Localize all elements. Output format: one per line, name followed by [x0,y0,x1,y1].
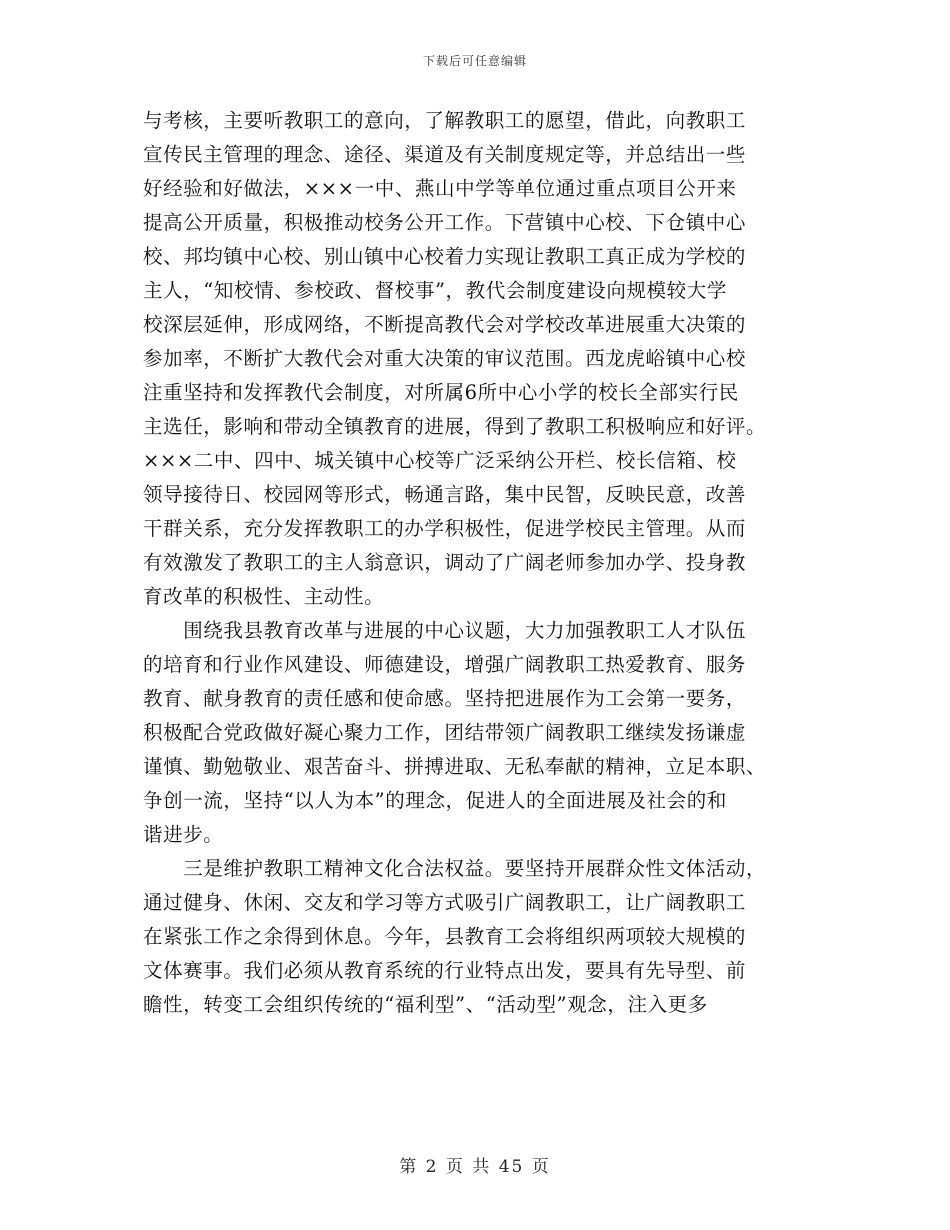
paragraph-start-line: 围绕我县教育改革与进展的中心议题，大力加强教职工人才队伍 [143,619,747,642]
text-line: 宣传民主管理的理念、途径、渠道及有关制度规定等，并总结出一些 [143,143,747,166]
text-line: 干群关系，充分发挥教职工的办学积极性，促进学校民主管理。从而 [143,517,747,540]
text-line: 提高公开质量，积极推动校务公开工作。下营镇中心校、下仓镇中心 [143,211,747,234]
text-line: 谨慎、勤勉敬业、艰苦奋斗、拼搏进取、无私奉献的精神，立足本职、 [143,755,767,778]
text-line: 领导接待日、校园网等形式，畅通言路，集中民智，反映民意，改善 [143,483,747,506]
text-line: 校、邦均镇中心校、别山镇中心校着力实现让教职工真正成为学校的 [143,245,747,268]
text-line: 在紧张工作之余得到休息。今年，县教育工会将组织两项较大规模的 [143,925,747,948]
text-line: 注重坚持和发挥教代会制度，对所属6所中心小学的校长全部实行民 [143,381,739,404]
text-line: 瞻性，转变工会组织传统的“福利型”、“活动型”观念，注入更多 [143,993,708,1016]
text-line: 通过健身、休闲、交友和学习等方式吸引广阔教职工，让广阔教职工 [143,891,747,914]
text-line: 有效激发了教职工的主人翁意识，调动了广阔老师参加办学、投身教 [143,551,747,574]
text-line: 主选任，影响和带动全镇教育的进展，得到了教职工积极响应和好评。 [143,415,767,438]
page-number-footer: 第 2 页 共 45 页 [399,1157,551,1177]
text-line: 教育、献身教育的责任感和使命感。坚持把进展作为工会第一要务， [143,687,747,710]
document-body [143,104,803,1022]
text-line: 好经验和好做法，×××一中、燕山中学等单位通过重点项目公开来 [143,177,737,200]
page-header: 下载后可任意编辑 [422,54,527,68]
text-line: 参加率，不断扩大教代会对重大决策的审议范围。西龙虎峪镇中心校 [143,347,747,370]
text-line: 文体赛事。我们必须从教育系统的行业特点出发，要具有先导型、前 [143,959,747,982]
text-line: 的培育和行业作风建设、师德建设，增强广阔教职工热爱教育、服务 [143,653,747,676]
text-line: 积极配合党政做好凝心聚力工作，团结带领广阔教职工继续发扬谦虚 [143,721,747,744]
text-line: 谐进步。 [143,823,224,846]
text-line: 主人，“知校情、参校政、督校事”，教代会制度建设向规模较大学 [143,279,727,302]
text-line: 争创一流，坚持“以人为本”的理念，促进人的全面进展及社会的和 [143,789,727,812]
text-line: 校深层延伸，形成网络，不断提高教代会对学校改革进展重大决策的 [143,313,747,336]
paragraph-start-line: 三是维护教职工精神文化合法权益。要坚持开展群众性文体活动， [143,857,767,880]
text-line: 与考核，主要听教职工的意向，了解教职工的愿望，借此，向教职工 [143,109,747,132]
text-line: 育改革的积极性、主动性。 [143,585,385,608]
text-line: ×××二中、四中、城关镇中心校等广泛采纳公开栏、校长信箱、校 [143,449,737,472]
